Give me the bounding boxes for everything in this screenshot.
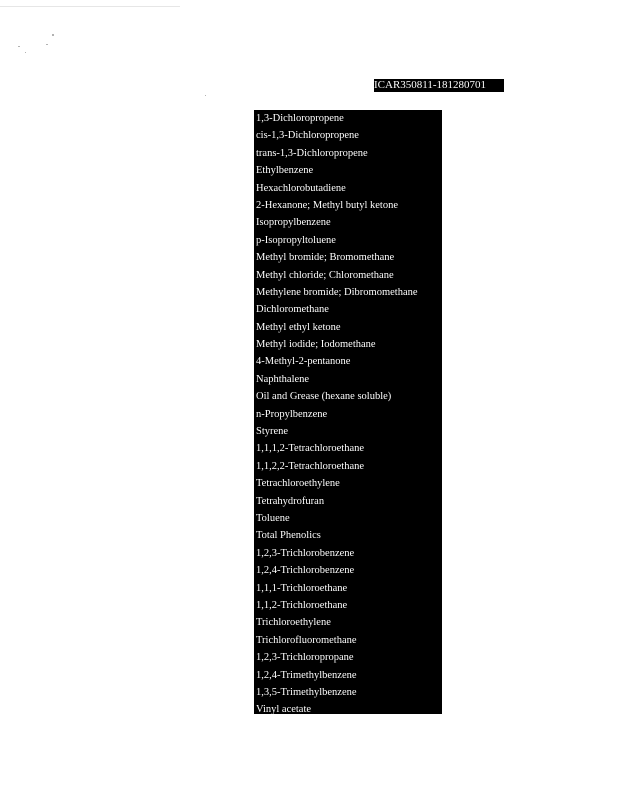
scan-speck <box>52 34 54 36</box>
chemical-item: Naphthalene <box>256 373 310 385</box>
chemical-item: Tetrahydrofuran <box>256 495 325 507</box>
chemical-item: Hexachlorobutadiene <box>256 182 346 194</box>
chemical-item: 1,3-Dichloropropene <box>256 113 344 124</box>
chemical-item: Dichloromethane <box>256 304 329 316</box>
chemical-item: 1,2,3-Trichloropropane <box>256 652 354 664</box>
chemical-item: cis-1,3-Dichloropropene <box>256 130 359 142</box>
chemical-item: Trichlorofluoromethane <box>256 634 357 646</box>
scan-speck <box>25 52 26 53</box>
chemical-item: Tetrachloroethylene <box>256 478 340 490</box>
chemical-item: Styrene <box>256 426 289 438</box>
chemical-item: Trichloroethylene <box>256 617 331 629</box>
chemical-item: Methyl chloride; Chloromethane <box>256 269 394 281</box>
chemical-item: Vinyl acetate <box>256 704 312 716</box>
chemical-item: 1,2,4-Trichlorobenzene <box>256 565 355 577</box>
chemical-item: 1,2,4-Trimethylbenzene <box>256 669 357 681</box>
chemical-item: 1,3,5-Trimethylbenzene <box>256 686 357 698</box>
chemical-item: Total Phenolics <box>256 530 321 542</box>
chemical-item: trans-1,3-Dichloropropene <box>256 147 368 159</box>
chemical-item: 1,1,2,2-Tetrachloroethane <box>256 460 365 472</box>
chemical-item: Methyl bromide; Bromomethane <box>256 252 395 264</box>
chemical-item: Ethylbenzene <box>256 165 314 177</box>
chemical-item: p-Isopropyltoluene <box>256 234 336 246</box>
chemical-item: Methyl iodide; Iodomethane <box>256 339 376 351</box>
chemical-item: 1,2,3-Trichlorobenzene <box>256 547 355 559</box>
chemical-item: Methylene bromide; Dibromomethane <box>256 286 418 298</box>
chemical-item: 1,1,1-Trichloroethane <box>256 582 348 594</box>
chemical-item: 1,1,2-Trichloroethane <box>256 599 348 611</box>
document-id: ICAR350811-181280701 <box>374 79 504 92</box>
scan-edge-line <box>0 6 180 7</box>
chemical-item: 2-Hexanone; Methyl butyl ketone <box>256 199 399 211</box>
chemical-item: 1,1,1,2-Tetrachloroethane <box>256 443 365 455</box>
scan-speck <box>205 95 206 96</box>
chemical-item: Toluene <box>256 512 290 524</box>
chemical-item: Methyl ethyl ketone <box>256 321 341 333</box>
chemical-item: 4-Methyl-2-pentanone <box>256 356 351 368</box>
scan-speck <box>46 44 48 45</box>
chemical-item: Oil and Grease (hexane soluble) <box>256 391 392 403</box>
chemical-list <box>254 110 442 714</box>
chemical-item: Isopropylbenzene <box>256 217 331 229</box>
chemical-item: n-Propylbenzene <box>256 408 328 420</box>
scan-speck <box>18 46 20 47</box>
